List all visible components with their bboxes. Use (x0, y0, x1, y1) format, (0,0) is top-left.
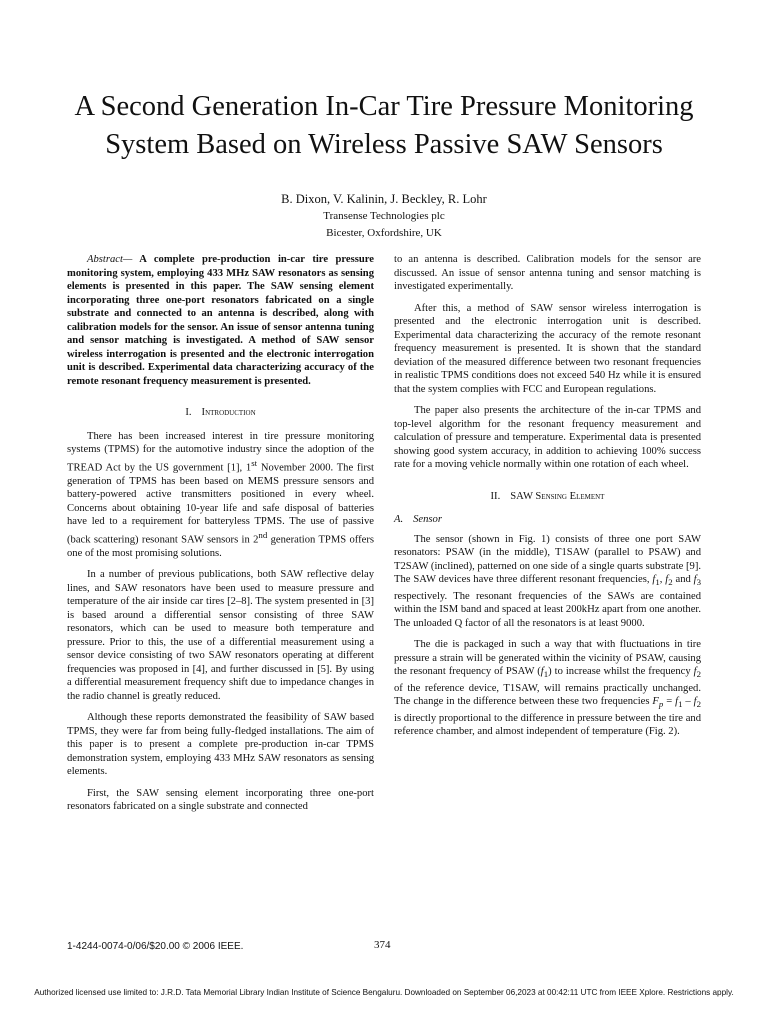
symbol: f (540, 666, 544, 678)
intro-paragraph-6: The paper also presents the architecture of the in-car TPMS and top-level algorithm for the resonant frequency measurement and calculation of pressure and temperature. Experimental data is presented showing good system accuracy, in addition to achieving 100% success rate for a moving vehicle normally within one rotation of each wheel. (394, 405, 701, 470)
subscript: 2 (668, 577, 673, 588)
author-list: B. Dixon, V. Kalinin, J. Beckley, R. Lohr (281, 192, 487, 206)
text-span: – (682, 696, 694, 708)
section-number: II. (490, 490, 501, 502)
paper-title (40, 88, 728, 164)
sensor-paragraph-2 (394, 638, 701, 739)
subscript: 2 (696, 699, 702, 710)
left-column (67, 253, 374, 822)
text-span: November 2000. The first generation of TPMS has been based on MEMS pressure sensors and battery-powered active transmitters positioned in every wheel. Concerns about obtaining 10-year life and safe disposal of batteries have led to a requirement for batteryless TPMS. The use of passive (back scattering) resonant SAW sensors in 2 (67, 462, 374, 546)
symbol: f (665, 574, 669, 585)
intro-paragraph-3: Although these reports demonstrated the feasibility of SAW based TPMS, they were far from being fully-fledged installations. The aim of this paper is to present a complete pre-production in-car TPMS demonstration system, employing 433 MHz SAW resonators as sensing elements. (67, 712, 374, 778)
text-span: = (663, 696, 676, 708)
text-span: of the reference device, T1SAW, will remains practically unchanged. The change in the difference between these two frequencies (394, 682, 701, 708)
affiliation: Transense Technologies plc (323, 210, 445, 222)
intro-paragraph-1 (67, 430, 374, 561)
abstract-text: A complete pre-production in-car tire pressure monitoring system, employing 433 MHz SAW resonators as sensing elements is presented in this paper. The SAW sensing element incorporating three one-port resonators fabricated on a single substrate and connected to an antenna is described, along with calibration models for the sensor. An issue of sensor antenna tuning and sensor matching is investigated. A method of SAW sensor wireless interrogation is presented and the electronic interrogation unit is described. Experimental data characterizing accuracy of the remote resonant frequency measurement is presented. (67, 254, 374, 387)
section-title: Introduction (201, 407, 256, 418)
subscript: 1 (543, 669, 549, 680)
subscript: 1 (678, 699, 683, 710)
intro-paragraph-4-start: First, the SAW sensing element incorporating three one-port resonators fabricated on a single substrate and connected (67, 787, 374, 813)
section-heading-saw-sensing-element (394, 490, 701, 504)
superscript: nd (258, 529, 268, 540)
intro-paragraph-4-continued: to an antenna is described. Calibration models for the sensor are discussed. An issue of sensor antenna tuning and sensor matching is investigated experimentally. (394, 254, 701, 292)
abstract (67, 253, 374, 388)
text-span: , (659, 574, 666, 585)
subscript: 2 (696, 669, 701, 680)
right-column (394, 253, 701, 747)
subsection-heading-sensor (394, 513, 701, 527)
symbol: f (693, 574, 697, 585)
text-span: respectively. The resonant frequencies of the SAWs are contained within the ISM band and spaced at least 200kHz apart from one another. The unloaded Q factor of all the resonators is at least 9000. (394, 590, 701, 629)
abstract-label: Abstract— (87, 254, 133, 265)
subscript: 1 (655, 577, 660, 588)
section-title: SAW Sensing Element (510, 490, 605, 502)
sensor-paragraph-1 (394, 533, 701, 631)
text-span: ) to increase whilst the frequency (548, 666, 694, 678)
symbol: f (693, 666, 697, 678)
authorization-notice: Authorized licensed use limited to: J.R.D. Tata Memorial Library Indian Institute of Science Bengaluru. Downloaded on September 06,2023 at 00:42:11 UTC from IEEE Xplore. Restrictions apply. (34, 988, 734, 997)
intro-paragraph-5: After this, a method of SAW sensor wireless interrogation is presented and the electronic interrogation unit is described. Experimental data characterizing the accuracy of the remote resonant frequency measurement is presented. It is shown that the standard deviation of the measured difference between two resonant frequencies in realistic TPMS conditions does not exceed 540 Hz while it is ensured that the system complies with FCC and European regulations. (394, 302, 701, 395)
symbol: f (675, 696, 679, 708)
text-span: There has been increased interest in tire pressure monitoring systems (TPMS) for the automotive industry since the adoption of the TREAD Act by the US government [1], 1 (67, 430, 374, 474)
section-number: I. (185, 407, 192, 418)
superscript: st (251, 457, 258, 468)
text-span: The die is packaged in such a way that with fluctuations in tire pressure a strain will be generated within the vicinity of PSAW, causing the resonant frequency of PSAW ( (394, 639, 701, 678)
title-line-2: System Based on Wireless Passive SAW Sensors (105, 129, 663, 160)
symbol: f (693, 696, 697, 708)
page-number: 374 (374, 939, 391, 951)
section-heading-introduction (67, 406, 374, 420)
symbol: F (652, 696, 659, 708)
text-span: is directly proportional to the difference in pressure between the tire and reference chamber, and almost independent of temperature (Fig. 2). (394, 712, 701, 738)
subsection-title: Sensor (413, 514, 442, 525)
subscript: 3 (696, 577, 702, 588)
intro-paragraph-2: In a number of previous publications, both SAW reflective delay lines, and SAW resonators have been used to measure pressure and temperature of the air inside car tires [2–8]. The system presented in [3] is based around a differential sensor consisting of three SAW resonators, which can be used to measure both temperature and pressure. Prior to this, the use of a differential measurement using a sensor device consisting of two SAW resonators operating at different frequencies was proposed in [4], and further discussed in [5]. By using a differential measurement frequency shift due to impedance changes in the radio channel is greatly reduced. (67, 569, 374, 702)
subsection-number: A. (394, 514, 404, 525)
subscript: p (658, 699, 664, 710)
affiliation-location: Bicester, Oxfordshire, UK (326, 227, 442, 239)
symbol: f (652, 574, 656, 585)
copyright-notice: 1-4244-0074-0/06/$20.00 © 2006 IEEE. (67, 941, 244, 952)
text-span: generation TPMS offers one of the most promising solutions. (67, 534, 374, 559)
title-line-1: A Second Generation In-Car Tire Pressure Monitoring (74, 91, 694, 122)
text-span: The sensor (shown in Fig. 1) consists of three one port SAW resonators: PSAW (in the middle), T1SAW (parallel to PSAW) and T2SAW (inclined), patterned on one side of a single quarts substrate [9]. The SAW devices have three different resonant frequencies, (394, 533, 701, 585)
text-span: and (672, 574, 694, 585)
